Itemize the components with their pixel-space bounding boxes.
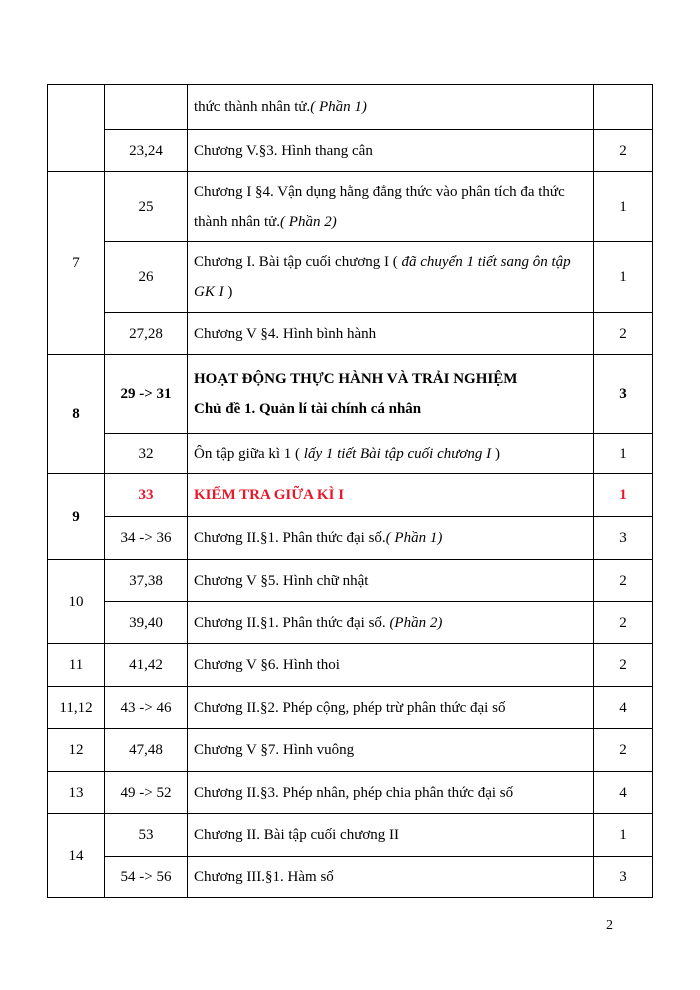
table-row <box>48 355 653 434</box>
table-row <box>48 772 653 814</box>
periods-cell: 33 <box>105 474 188 517</box>
activity-subtitle: Chủ đề 1. Quản lí tài chính cá nhân <box>194 401 422 417</box>
count-cell: 2 <box>594 560 653 602</box>
periods-cell: 43 -> 46 <box>105 687 188 729</box>
week-cell <box>48 85 105 172</box>
week-cell: 14 <box>48 814 105 898</box>
table-row <box>48 130 653 172</box>
topic-cell: Chương I. Bài tập cuối chương I ( đã chuyển 1 tiết sang ôn tập GK I ) <box>188 242 594 313</box>
topic-cell: Chương II. Bài tập cuối chương II <box>188 814 594 857</box>
periods-cell: 23,24 <box>105 130 188 172</box>
topic-cell: thức thành nhân tử.( Phần 1) <box>188 85 594 130</box>
count-cell: 1 <box>594 434 653 474</box>
periods-cell: 39,40 <box>105 602 188 644</box>
count-cell: 3 <box>594 517 653 560</box>
periods-cell: 26 <box>105 242 188 313</box>
week-cell: 9 <box>48 474 105 560</box>
topic-cell <box>188 355 594 434</box>
topic-cell: Chương III.§1. Hàm số <box>188 857 594 898</box>
table-row <box>48 313 653 355</box>
count-cell: 2 <box>594 644 653 687</box>
topic-cell: Chương V §6. Hình thoi <box>188 644 594 687</box>
table-row <box>48 857 653 898</box>
periods-cell: 49 -> 52 <box>105 772 188 814</box>
count-cell <box>594 85 653 130</box>
count-cell: 3 <box>594 355 653 434</box>
periods-cell: 54 -> 56 <box>105 857 188 898</box>
topic-cell: Chương II.§2. Phép cộng, phép trừ phân thức đại số <box>188 687 594 729</box>
table-row <box>48 242 653 313</box>
periods-cell: 53 <box>105 814 188 857</box>
periods-cell: 32 <box>105 434 188 474</box>
topic-cell: Chương V §4. Hình bình hành <box>188 313 594 355</box>
week-cell: 11 <box>48 644 105 687</box>
count-cell: 1 <box>594 814 653 857</box>
periods-cell: 25 <box>105 172 188 242</box>
topic-cell: Chương II.§1. Phân thức đại số. (Phần 2) <box>188 602 594 644</box>
topic-cell: Chương II.§3. Phép nhân, phép chia phân thức đại số <box>188 772 594 814</box>
count-cell: 2 <box>594 729 653 772</box>
topic-cell: Chương V.§3. Hình thang cân <box>188 130 594 172</box>
week-cell: 12 <box>48 729 105 772</box>
count-cell: 3 <box>594 857 653 898</box>
week-cell: 13 <box>48 772 105 814</box>
week-cell: 11,12 <box>48 687 105 729</box>
count-cell: 4 <box>594 772 653 814</box>
count-cell: 2 <box>594 602 653 644</box>
periods-cell: 34 -> 36 <box>105 517 188 560</box>
topic-cell: Chương II.§1. Phân thức đại số.( Phần 1) <box>188 517 594 560</box>
periods-cell: 41,42 <box>105 644 188 687</box>
topic-cell: Chương V §7. Hình vuông <box>188 729 594 772</box>
periods-cell <box>105 85 188 130</box>
count-cell: 1 <box>594 242 653 313</box>
table-row <box>48 434 653 474</box>
topic-cell: KIỂM TRA GIỮA KÌ I <box>188 474 594 517</box>
periods-cell: 29 -> 31 <box>105 355 188 434</box>
table-row <box>48 687 653 729</box>
table-row <box>48 560 653 602</box>
table-row <box>48 602 653 644</box>
week-cell: 10 <box>48 560 105 644</box>
periods-cell: 27,28 <box>105 313 188 355</box>
table-row <box>48 517 653 560</box>
count-cell: 4 <box>594 687 653 729</box>
table-row <box>48 644 653 687</box>
table-row <box>48 729 653 772</box>
count-cell: 1 <box>594 172 653 242</box>
page-number: 2 <box>606 918 613 933</box>
week-cell: 8 <box>48 355 105 474</box>
week-cell: 7 <box>48 172 105 355</box>
activity-title: HOẠT ĐỘNG THỰC HÀNH VÀ TRẢI NGHIỆM <box>194 371 518 387</box>
topic-cell: Chương V §5. Hình chữ nhật <box>188 560 594 602</box>
table-row <box>48 814 653 857</box>
periods-cell: 37,38 <box>105 560 188 602</box>
count-cell: 2 <box>594 313 653 355</box>
periods-cell: 47,48 <box>105 729 188 772</box>
table-row <box>48 172 653 242</box>
table-row <box>48 474 653 517</box>
topic-cell: Ôn tập giữa kì 1 ( lấy 1 tiết Bài tập cuối chương I ) <box>188 434 594 474</box>
count-cell: 1 <box>594 474 653 517</box>
lesson-plan-table <box>47 84 653 898</box>
table-row <box>48 85 653 130</box>
topic-cell: Chương I §4. Vận dụng hằng đẳng thức vào phân tích đa thức thành nhân tử.( Phần 2) <box>188 172 594 242</box>
count-cell: 2 <box>594 130 653 172</box>
